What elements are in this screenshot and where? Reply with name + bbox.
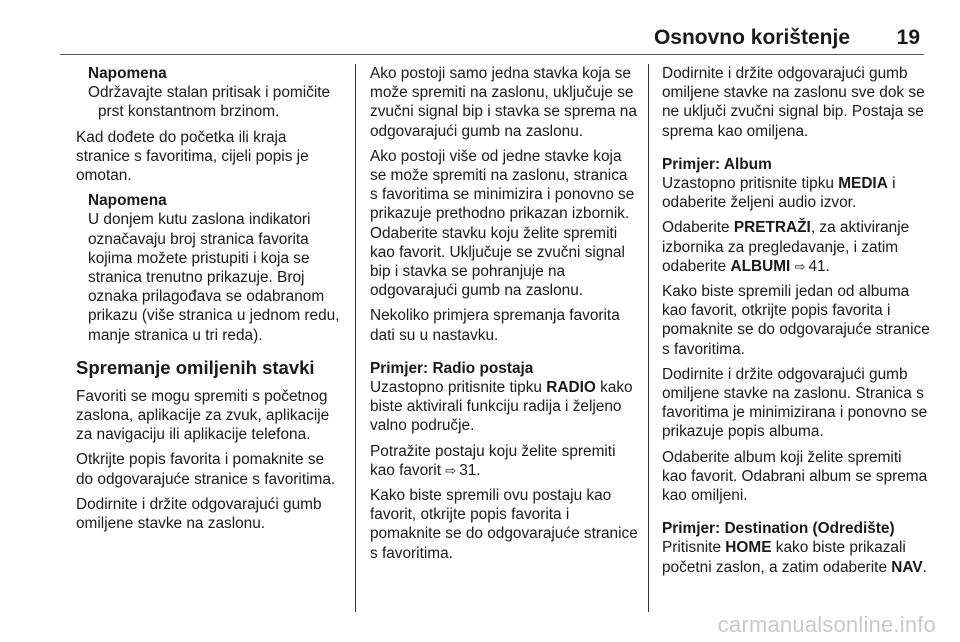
- page-number: 19: [896, 26, 920, 49]
- text: , za aktiviranje izbornika za pregledavanje, i zatim odaberite: [662, 219, 910, 275]
- example-heading: Primjer: Radio postaja: [370, 359, 534, 377]
- column-1: [76, 64, 344, 539]
- paragraph: [662, 218, 930, 276]
- paragraph: Kako biste spremili jedan od albuma kao favorit, otkrijte popis favorita i pomaknite se do odgovarajuće stranice s favoritima.: [662, 283, 930, 358]
- paragraph: Ako postoji više od jedne stavke koja se može spremiti na zaslonu, stranica s favoritima se minimizira i ponovno se prikazuje prethodno prikazan izbornik. Odaberite stavku koju želite spremiti kao favorit. Uključuje se zvučni signal bip i stavka se pohranjuje na odgovarajući gumb na zaslonu.: [370, 147, 635, 300]
- column-divider: [355, 64, 356, 612]
- key-name: HOME: [725, 539, 772, 557]
- menu-name: PRETRAŽI: [733, 219, 811, 237]
- paragraph: Dodirnite i držite odgovarajući gumb omiljene stavke na zaslonu.: [76, 495, 322, 533]
- note-box: [88, 191, 344, 345]
- paragraph: [662, 538, 930, 576]
- example-heading: Primjer: Album: [662, 155, 772, 173]
- text: Potražite postaju koju želite spremiti kao favorit: [370, 442, 616, 479]
- example-heading: Primjer: Destination (Odredište): [662, 520, 895, 538]
- paragraph: Kad dođete do početka ili kraja stranice s favoritima, cijeli popis je omotan.: [76, 128, 309, 185]
- menu-name: NAV: [891, 558, 923, 576]
- section-heading: Spremanje omiljenih stavki: [76, 356, 315, 378]
- page-title: Osnovno korištenje: [653, 26, 850, 49]
- key-name: RADIO: [546, 379, 596, 397]
- menu-name: ALBUMI: [730, 257, 791, 275]
- paragraph: Ako postoji samo jedna stavka koja se može spremiti na zaslonu, uključuje se zvučni signal bip i stavka se sprema na odgovarajući gumb na zaslonu.: [370, 65, 637, 140]
- page-header: [60, 26, 924, 55]
- paragraph: Otkrijte popis favorita i pomaknite se do odgovarajuće stranice s favoritima.: [76, 451, 336, 488]
- note-text: U donjem kutu zaslona indikatori označavaju broj stranica favorita kojima možete pristupiti i koja se stranica trenutno prikazuje. Broj: [88, 211, 311, 287]
- paragraph: Odaberite album koji želite spremiti kao favorit. Odabrani album se sprema kao omiljeni.: [662, 448, 928, 505]
- text: Odaberite: [662, 219, 734, 237]
- column-3: [662, 64, 930, 583]
- note-text: oznaka prilagođava se odabranom prikazu (više stranica u jednom redu, manje stranica u tri reda).: [88, 288, 340, 344]
- note-heading: Napomena: [88, 65, 167, 82]
- text: i odaberite željeni audio izvor.: [662, 175, 896, 212]
- text: Pritisnite: [662, 539, 726, 557]
- text: kako biste prikazali početni zaslon, a zatim odaberite: [662, 539, 906, 576]
- text: kako biste aktivirali funkciju radija i željeno valno područje.: [370, 379, 633, 435]
- key-name: MEDIA: [838, 175, 888, 193]
- note-text: prst konstantnom brzinom.: [98, 103, 280, 121]
- paragraph: [662, 174, 930, 212]
- text: Uzastopno pritisnite tipku: [662, 175, 839, 193]
- text: Uzastopno pritisnite tipku: [370, 379, 547, 397]
- text: .: [922, 558, 927, 576]
- page-reference: ⇨ 31.: [445, 462, 480, 479]
- column-divider: [648, 64, 649, 612]
- paragraph: Dodirnite i držite odgovarajući gumb omiljene stavke na zaslonu sve dok se ne uključi zvučni signal bip. Postaja se sprema kao omiljena.: [662, 65, 925, 140]
- page-reference: ⇨ 41.: [795, 258, 830, 275]
- paragraph: Nekoliko primjera spremanja favorita dati su u nastavku.: [370, 307, 620, 344]
- paragraph: Dodirnite i držite odgovarajući gumb omiljene stavke na zaslonu. Stranica s favoritima je minimizirana i ponovno se prikazuje popis albuma.: [662, 365, 928, 441]
- watermark: carmanualsonline.info: [717, 612, 936, 637]
- column-2: [370, 64, 638, 569]
- note-text: Održavajte stalan pritisak i pomičite: [88, 84, 331, 102]
- note-heading: Napomena: [88, 192, 167, 210]
- paragraph: [370, 378, 638, 436]
- paragraph: [370, 442, 638, 480]
- note-box: [88, 64, 344, 122]
- paragraph: Kako biste spremili ovu postaju kao favorit, otkrijte popis favorita i pomaknite se do odgovarajuće stranice s favoritima.: [370, 487, 638, 562]
- paragraph: Favoriti se mogu spremiti s početnog zaslona, aplikacije za zvuk, aplikacije za navigaciju ili aplikacije telefona.: [76, 387, 330, 444]
